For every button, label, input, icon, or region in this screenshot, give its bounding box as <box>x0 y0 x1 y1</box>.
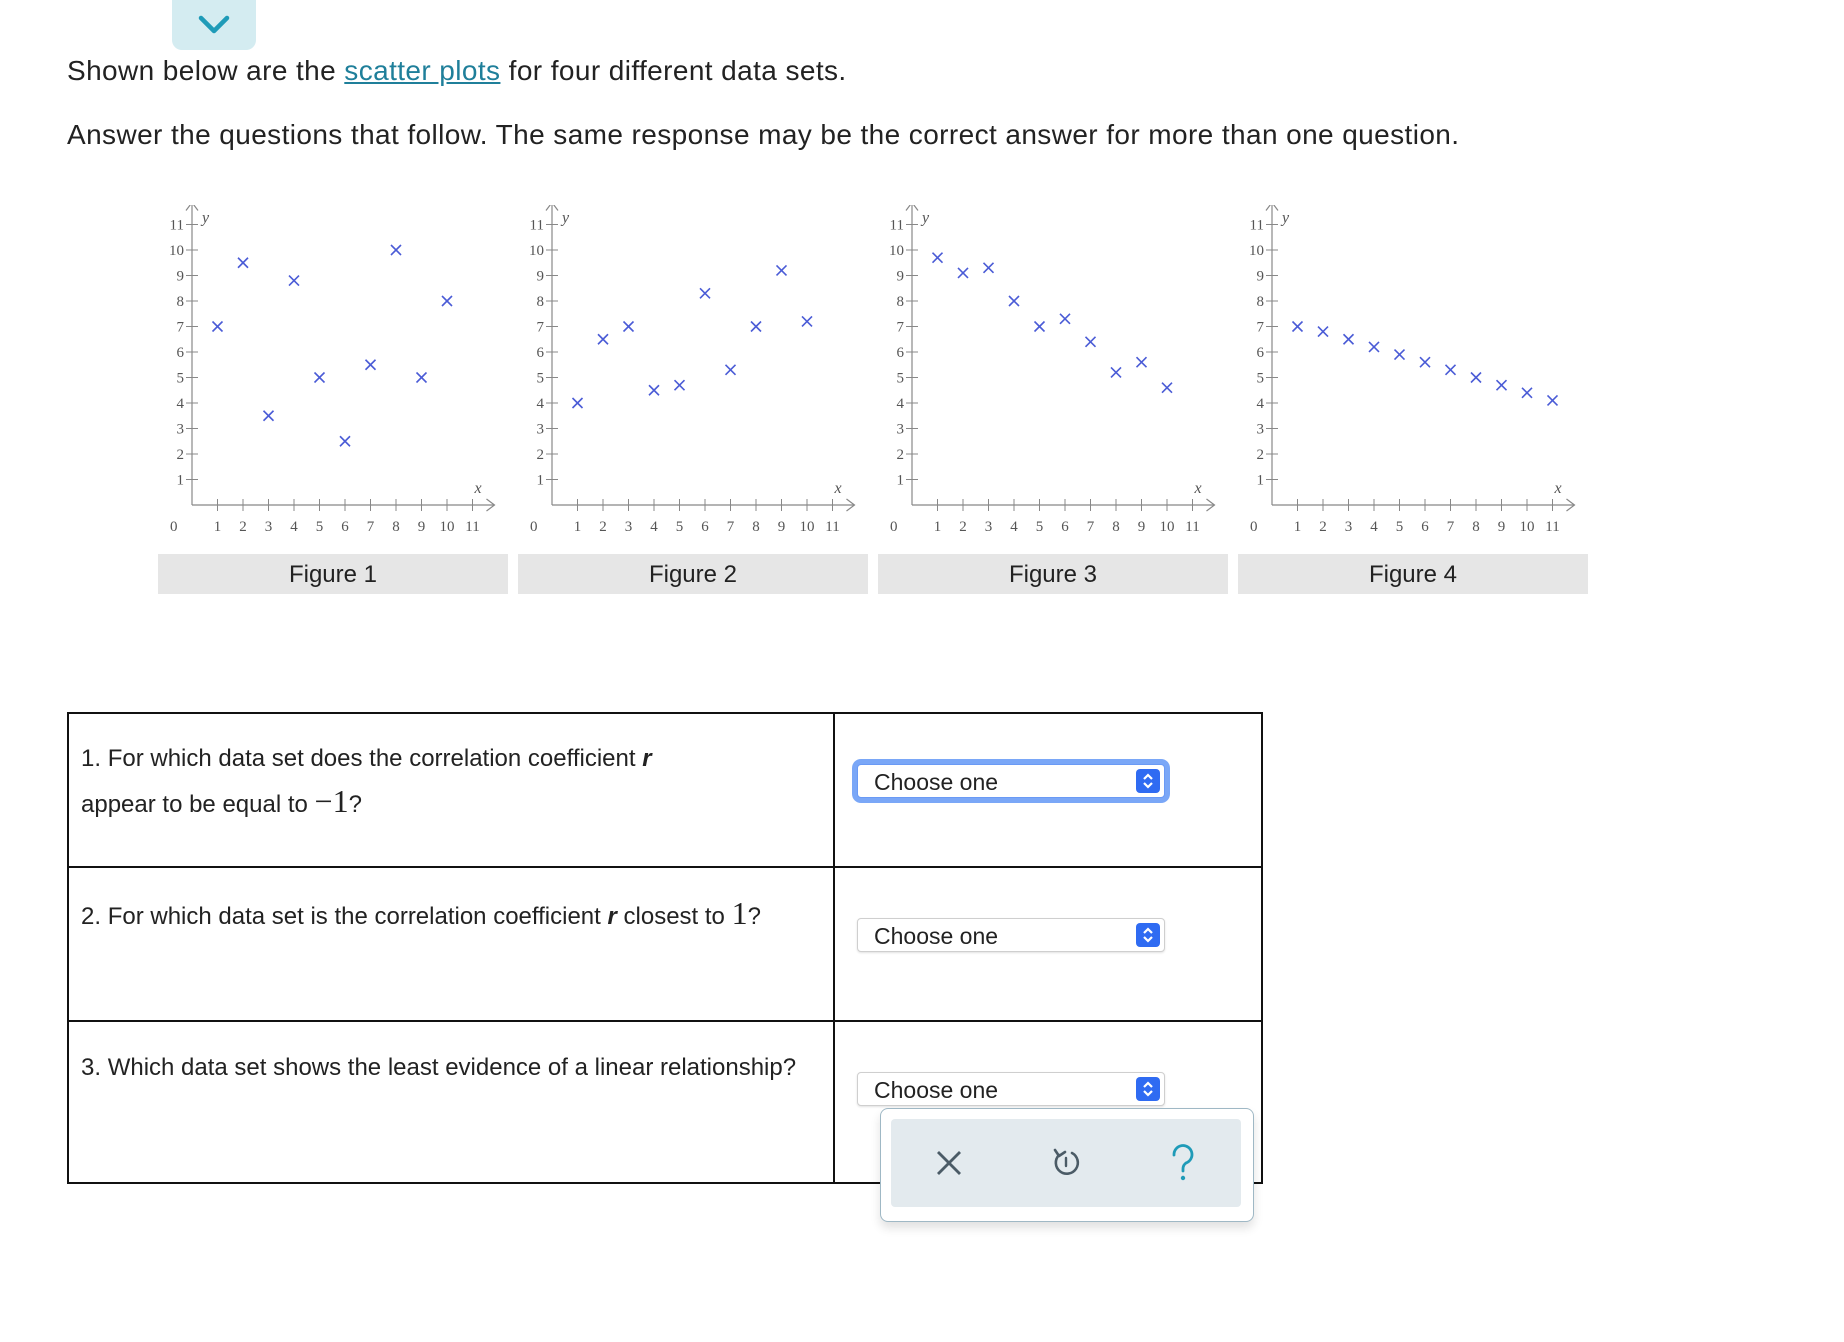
y-tick-label: 3 <box>1256 421 1264 438</box>
y-tick-label: 6 <box>896 345 904 361</box>
y-tick-label: 10 <box>169 243 184 259</box>
question-mark: ? <box>747 903 761 930</box>
action-toolbar <box>880 1108 1254 1222</box>
select-value: Choose one <box>874 923 999 949</box>
question-3-text <box>68 1021 834 1183</box>
data-point <box>1369 342 1379 352</box>
y-tick-label: 6 <box>176 345 184 361</box>
question-1-text <box>68 713 834 867</box>
data-point <box>1395 350 1405 360</box>
question-number: 3. <box>81 1054 102 1081</box>
help-button[interactable] <box>1153 1133 1213 1193</box>
figure-4-plot <box>1238 205 1598 545</box>
up-down-arrows-icon <box>1136 1077 1160 1101</box>
data-point <box>366 360 376 370</box>
y-tick-label: 8 <box>176 294 184 310</box>
x-tick-label: 5 <box>675 519 684 535</box>
x-tick-label: 3 <box>1344 519 1353 535</box>
x-tick-label: 2 <box>599 519 607 535</box>
x-tick-label: 8 <box>1112 519 1120 535</box>
data-point <box>442 296 452 306</box>
question-mark: ? <box>348 791 362 818</box>
x-tick-label: 11 <box>1545 519 1560 535</box>
figure-2-plot <box>518 205 878 545</box>
data-point <box>802 316 812 326</box>
x-tick-label: 8 <box>752 519 760 535</box>
y-tick-label: 5 <box>536 370 544 387</box>
x-tick-label: 11 <box>825 519 840 535</box>
answer-cell-1 <box>834 713 1262 867</box>
data-point <box>391 245 401 255</box>
y-tick-label: 6 <box>1256 345 1264 361</box>
x-icon <box>934 1148 964 1178</box>
x-tick-label: 10 <box>1159 519 1175 535</box>
origin-label: 0 <box>530 519 538 535</box>
y-axis-label: y <box>562 209 570 227</box>
y-tick-label: 3 <box>896 421 904 438</box>
r-variable: r <box>607 903 617 930</box>
y-tick-label: 8 <box>896 294 904 310</box>
question-text: appear to be equal to <box>81 791 308 818</box>
x-tick-label: 2 <box>959 519 967 535</box>
data-point <box>933 253 943 263</box>
intro-text-before: Shown below are the <box>67 55 337 86</box>
answer-cell-2 <box>834 867 1262 1021</box>
figure-1-plot <box>158 205 518 545</box>
x-tick-label: 3 <box>624 519 633 535</box>
y-tick-label: 11 <box>529 217 544 234</box>
data-point <box>213 322 223 332</box>
x-tick-label: 2 <box>1319 519 1327 535</box>
y-tick-label: 9 <box>1256 268 1264 285</box>
y-tick-label: 4 <box>536 396 544 412</box>
x-tick-label: 9 <box>777 519 786 535</box>
data-point <box>1446 365 1456 375</box>
y-tick-label: 10 <box>1249 243 1264 259</box>
x-tick-label: 7 <box>366 519 375 535</box>
x-tick-label: 10 <box>1519 519 1535 535</box>
data-point <box>1497 380 1507 390</box>
y-tick-label: 9 <box>536 268 544 285</box>
question-number: 1. <box>81 745 102 772</box>
data-point <box>1162 383 1172 393</box>
figure-3-plot <box>878 205 1238 545</box>
origin-label: 0 <box>170 519 178 535</box>
y-axis-label: y <box>1282 209 1290 227</box>
y-tick-label: 11 <box>169 217 184 234</box>
action-toolbar-inner <box>891 1119 1241 1207</box>
data-point <box>624 322 634 332</box>
answer-1-select[interactable] <box>857 764 1165 798</box>
intro-line-2: Answer the questions that follow. The same response may be the correct answer for more than one question. <box>67 119 1460 150</box>
y-tick-label: 7 <box>1256 319 1264 336</box>
y-tick-label: 1 <box>1256 472 1264 489</box>
y-tick-label: 4 <box>176 396 184 412</box>
x-tick-label: 1 <box>213 519 222 535</box>
y-axis-label: y <box>922 209 930 227</box>
x-tick-label: 11 <box>465 519 480 535</box>
clear-button[interactable] <box>919 1133 979 1193</box>
answer-3-select[interactable] <box>857 1072 1165 1106</box>
y-tick-label: 6 <box>536 345 544 361</box>
question-text: For which data set does the correlation coefficient <box>107 745 636 772</box>
y-tick-label: 9 <box>896 268 904 285</box>
data-point <box>1344 334 1354 344</box>
y-tick-label: 4 <box>896 396 904 412</box>
figure-1-caption: Figure 1 <box>158 554 508 594</box>
question-number: 2. <box>81 903 102 930</box>
figure-4-caption: Figure 4 <box>1238 554 1588 594</box>
x-tick-label: 11 <box>1185 519 1200 535</box>
data-point <box>1293 322 1303 332</box>
x-axis-label: x <box>474 480 482 497</box>
collapse-toggle-button[interactable] <box>172 0 256 50</box>
x-tick-label: 1 <box>573 519 582 535</box>
undo-button[interactable] <box>1036 1133 1096 1193</box>
y-tick-label: 10 <box>889 243 904 259</box>
scatter-plot-2 <box>518 205 878 545</box>
question-text: Which data set shows the least evidence of a linear relationship? <box>107 1054 797 1081</box>
data-point <box>1111 367 1121 377</box>
undo-icon <box>1049 1146 1083 1180</box>
scatter-plot-4 <box>1238 205 1598 545</box>
y-tick-label: 10 <box>529 243 544 259</box>
x-tick-label: 3 <box>984 519 993 535</box>
data-point <box>598 334 608 344</box>
y-tick-label: 1 <box>536 472 544 489</box>
data-point <box>1471 373 1481 383</box>
y-tick-label: 7 <box>896 319 904 336</box>
scatter-plot-1 <box>158 205 518 545</box>
figure-2-caption: Figure 2 <box>518 554 868 594</box>
data-point <box>340 436 350 446</box>
x-tick-label: 6 <box>701 519 709 535</box>
data-point <box>1548 395 1558 405</box>
data-point <box>1318 327 1328 337</box>
intro-text-after: for four different data sets. <box>508 55 847 86</box>
data-point <box>289 276 299 286</box>
y-tick-label: 7 <box>176 319 184 336</box>
data-point <box>238 258 248 268</box>
x-axis-label: x <box>1554 480 1562 497</box>
question-row-1 <box>68 713 1262 867</box>
x-tick-label: 8 <box>1472 519 1480 535</box>
question-row-2 <box>68 867 1262 1021</box>
x-tick-label: 1 <box>1293 519 1302 535</box>
data-point <box>1420 357 1430 367</box>
up-down-arrows-icon <box>1136 769 1160 793</box>
r-variable: r <box>642 745 652 772</box>
origin-label: 0 <box>890 519 898 535</box>
x-tick-label: 5 <box>315 519 324 535</box>
x-tick-label: 7 <box>1086 519 1095 535</box>
data-point <box>315 373 325 383</box>
x-tick-label: 4 <box>650 519 658 535</box>
x-tick-label: 4 <box>1370 519 1378 535</box>
up-down-arrows-icon <box>1136 923 1160 947</box>
origin-label: 0 <box>1250 519 1258 535</box>
y-tick-label: 9 <box>176 268 184 285</box>
data-point <box>1086 337 1096 347</box>
y-tick-label: 5 <box>896 370 904 387</box>
x-tick-label: 2 <box>239 519 247 535</box>
chevron-down-icon <box>197 14 231 36</box>
data-point <box>751 322 761 332</box>
x-axis-label: x <box>1194 480 1202 497</box>
y-tick-label: 8 <box>1256 294 1264 310</box>
intro-line-1 <box>67 55 847 87</box>
math-value: −1 <box>314 783 349 819</box>
data-point <box>675 380 685 390</box>
y-tick-label: 2 <box>176 447 184 463</box>
y-tick-label: 11 <box>889 217 904 234</box>
y-tick-label: 2 <box>896 447 904 463</box>
x-tick-label: 9 <box>1137 519 1146 535</box>
x-tick-label: 3 <box>264 519 273 535</box>
x-tick-label: 9 <box>1497 519 1506 535</box>
x-tick-label: 5 <box>1395 519 1404 535</box>
x-tick-label: 9 <box>417 519 426 535</box>
y-tick-label: 5 <box>176 370 184 387</box>
y-tick-label: 3 <box>176 421 184 438</box>
question-text: For which data set is the correlation coefficient <box>107 903 601 930</box>
data-point <box>1137 357 1147 367</box>
data-point <box>417 373 427 383</box>
question-text: closest to <box>623 903 725 930</box>
y-tick-label: 4 <box>1256 396 1264 412</box>
data-point <box>777 265 787 275</box>
x-tick-label: 6 <box>1421 519 1429 535</box>
data-point <box>573 398 583 408</box>
y-tick-label: 2 <box>1256 447 1264 463</box>
x-tick-label: 8 <box>392 519 400 535</box>
data-point <box>264 411 274 421</box>
x-tick-label: 6 <box>1061 519 1069 535</box>
x-tick-label: 10 <box>439 519 455 535</box>
x-tick-label: 4 <box>1010 519 1018 535</box>
math-value: 1 <box>731 895 748 931</box>
x-tick-label: 10 <box>799 519 815 535</box>
y-tick-label: 1 <box>896 472 904 489</box>
question-mark-icon <box>1166 1143 1200 1183</box>
y-tick-label: 7 <box>536 319 544 336</box>
data-point <box>958 268 968 278</box>
x-axis-label: x <box>834 480 842 497</box>
select-value: Choose one <box>874 1077 999 1103</box>
scatter-plots-link[interactable]: scatter plots <box>344 55 501 86</box>
question-2-text <box>68 867 834 1021</box>
data-point <box>649 385 659 395</box>
data-point <box>1009 296 1019 306</box>
answer-2-select[interactable] <box>857 918 1165 952</box>
y-tick-label: 5 <box>1256 370 1264 387</box>
data-point <box>1060 314 1070 324</box>
data-point <box>1522 388 1532 398</box>
y-tick-label: 8 <box>536 294 544 310</box>
x-tick-label: 7 <box>1446 519 1455 535</box>
y-tick-label: 11 <box>1249 217 1264 234</box>
y-tick-label: 2 <box>536 447 544 463</box>
data-point <box>726 365 736 375</box>
y-tick-label: 1 <box>176 472 184 489</box>
y-axis-label: y <box>202 209 210 227</box>
select-value: Choose one <box>874 769 999 795</box>
data-point <box>1035 322 1045 332</box>
x-tick-label: 7 <box>726 519 735 535</box>
x-tick-label: 4 <box>290 519 298 535</box>
data-point <box>984 263 994 273</box>
x-tick-label: 6 <box>341 519 349 535</box>
scatter-plot-3 <box>878 205 1238 545</box>
figure-3-caption: Figure 3 <box>878 554 1228 594</box>
data-point <box>700 288 710 298</box>
x-tick-label: 1 <box>933 519 942 535</box>
y-tick-label: 3 <box>536 421 544 438</box>
x-tick-label: 5 <box>1035 519 1044 535</box>
